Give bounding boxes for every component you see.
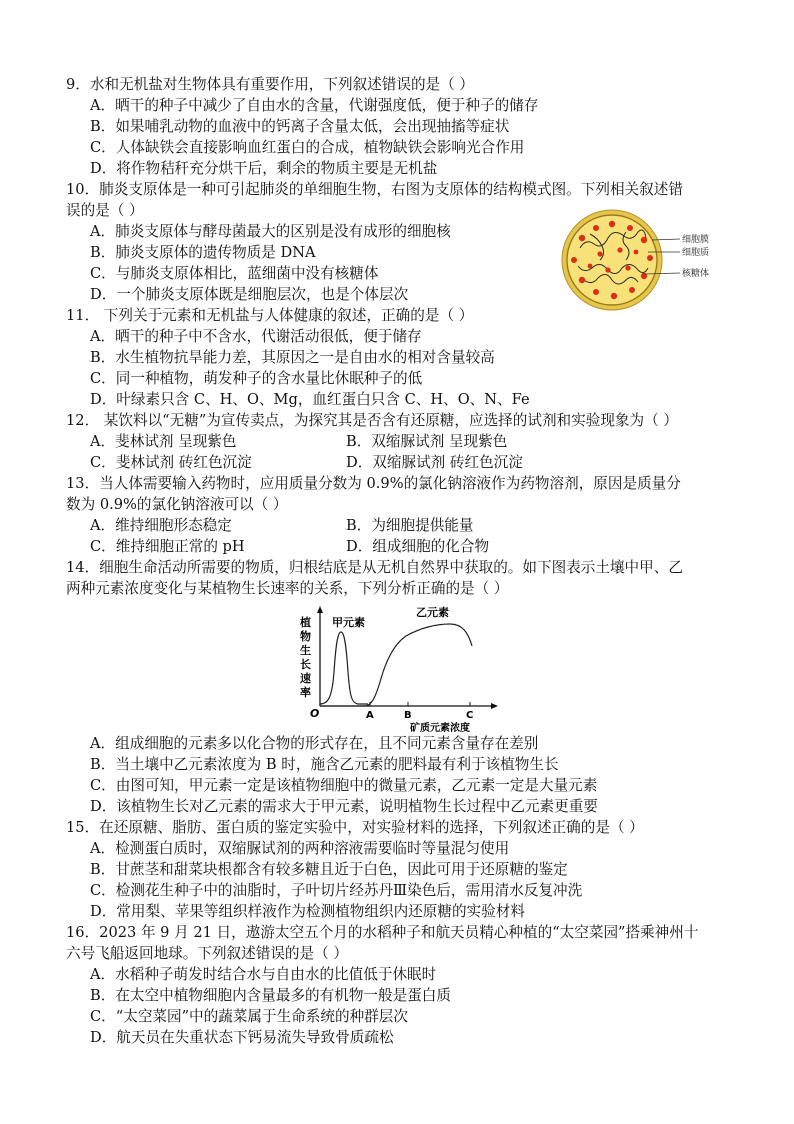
growth-rate-chart <box>294 602 514 734</box>
q13-option-d: D．组成细胞的化合物 <box>346 538 490 555</box>
q10-stem-line1: 10．肺炎支原体是一种可引起肺炎的单细胞生物，右图为支原体的结构模式图。下列相关叙述错 <box>66 181 683 198</box>
label-cytoplasm: 细胞质 <box>682 248 710 258</box>
q9-option-d: D．将作物秸秆充分烘干后，剩余的物质主要是无机盐 <box>90 160 438 177</box>
mycoplasma-figure <box>560 208 720 312</box>
q14-stem-line1: 14．细胞生命活动所需要的物质，归根结底是从无机自然界中获取的。如下图表示土壤中甲、乙 <box>66 559 683 576</box>
q15-stem: 15．在还原糖、脂肪、蛋白质的鉴定实验中，对实验材料的选择，下列叙述正确的是（ ） <box>66 819 644 836</box>
q11-option-c: C．同一种植物，萌发种子的含水量比休眠种子的低 <box>90 370 423 387</box>
q15-option-d: D．常用梨、苹果等组织样液作为检测植物组织内还原糖的实验材料 <box>90 903 525 920</box>
series-jia-label: 甲元素 <box>332 616 365 629</box>
q13-option-b: B．为细胞提供能量 <box>346 517 474 534</box>
y-axis-arrow <box>317 606 323 613</box>
q11-stem: 11． 下列关于元素和无机盐与人体健康的叙述，正确的是（ ） <box>66 307 474 324</box>
q14-option-c: C．由图可知，甲元素一定是该植物细胞中的微量元素，乙元素一定是大量元素 <box>90 777 598 794</box>
q9-option-b: B．如果哺乳动物的血液中的钙离子含量太低，会出现抽搐等症状 <box>90 118 510 135</box>
q15-option-a: A．检测蛋白质时，双缩脲试剂的两种溶液需要临时等量混匀使用 <box>90 840 510 857</box>
q16-option-c: C．“太空菜园”中的蔬菜属于生命系统的种群层次 <box>90 1008 408 1025</box>
q16-stem-line2: 六号飞船返回地球。下列叙述错误的是（ ） <box>66 945 348 962</box>
y-axis-label-c2: 生 <box>300 644 311 657</box>
q13-stem-line2: 数为 0.9%的氯化钠溶液可以（ ） <box>66 496 288 513</box>
q14-stem-line2: 两种元素浓度变化与某植物生长速率的关系，下列分析正确的是（ ） <box>66 580 509 597</box>
q14-option-d: D．该植物生长对乙元素的需求大于甲元素，说明植物生长过程中乙元素更重要 <box>90 798 598 815</box>
q12-option-c: C．斐林试剂 砖红色沉淀 <box>90 454 252 471</box>
q12-option-a: A．斐林试剂 呈现紫色 <box>90 433 237 450</box>
q9-option-a: A．晒干的种子中减少了自由水的含量，代谢强度低，便于种子的储存 <box>90 97 539 114</box>
series-yi-curve <box>320 624 472 706</box>
q11-option-b: B．水生植物抗旱能力差，其原因之一是自由水的相对含量较高 <box>90 349 495 366</box>
q12-option-b: B．双缩脲试剂 呈现紫色 <box>346 433 508 450</box>
q15-option-c: C．检测花生种子中的油脂时，子叶切片经苏丹Ⅲ染色后，需用清水反复冲洗 <box>90 882 583 899</box>
q13-option-a: A．维持细胞形态稳定 <box>90 517 232 534</box>
y-axis-label-c3: 长 <box>300 658 311 671</box>
q12-option-d: D．双缩脲试剂 砖红色沉淀 <box>346 454 523 471</box>
x-axis-arrow <box>491 703 498 709</box>
q14-option-b: B．当土壤中乙元素浓度为 B 时，施含乙元素的肥料最有利于该植物生长 <box>90 756 559 773</box>
q11-option-d: D．叶绿素只含 C、H、O、Mg，血红蛋白只含 C、H、O、N、Fe <box>90 391 530 408</box>
tick-label-c: C <box>466 710 474 721</box>
q13-option-c: C．维持细胞正常的 pH <box>90 538 245 555</box>
tick-label-b: B <box>404 710 412 721</box>
q14-option-a: A．组成细胞的元素多以化合物的形式存在，且不同元素含量存在差别 <box>90 735 539 752</box>
q15-option-b: B．甘蔗茎和甜菜块根都含有较多糖且近于白色，因此可用于还原糖的鉴定 <box>90 861 568 878</box>
q13-stem-line1: 13．当人体需要输入药物时，应用质量分数为 0.9%的氯化钠溶液作为药物溶剂，原因是质量分 <box>66 475 681 492</box>
q16-stem-line1: 16．2023 年 9 月 21 日，遨游太空五个月的水稻种子和航天员精心种植的“太空菜园”搭乘神州十 <box>66 924 699 941</box>
q10-option-a: A．肺炎支原体与酵母菌最大的区别是没有成形的细胞核 <box>90 223 451 240</box>
cell-membrane <box>567 215 657 305</box>
y-axis-label-c0: 植 <box>300 616 311 629</box>
series-yi-label: 乙元素 <box>416 606 449 619</box>
x-axis-label: 矿质元素浓度 <box>410 723 470 734</box>
q10-option-b: B．肺炎支原体的遗传物质是 DNA <box>90 244 316 261</box>
q9-stem: 9．水和无机盐对生物体具有重要作用，下列叙述错误的是（ ） <box>66 76 474 93</box>
y-axis-label-c1: 物 <box>300 630 311 643</box>
q10-option-c: C．与肺炎支原体相比，蓝细菌中没有核糖体 <box>90 265 379 282</box>
q16-option-d: D．航天员在失重状态下钙易流失导致骨质疏松 <box>90 1029 394 1046</box>
label-ribosome: 核糖体 <box>682 269 710 279</box>
label-cell-membrane: 细胞膜 <box>682 235 710 245</box>
y-axis-label-c5: 率 <box>300 686 311 699</box>
q16-option-b: B．在太空中植物细胞内含量最多的有机物一般是蛋白质 <box>90 987 451 1004</box>
q12-stem: 12． 某饮料以“无糖”为宣传卖点，为探究其是否含有还原糖，应选择的试剂和实验现象为（ ） <box>66 412 678 429</box>
origin-label: O <box>310 707 320 720</box>
series-jia-curve <box>320 632 368 704</box>
q11-option-a: A．晒干的种子中不含水，代谢活动很低，便于储存 <box>90 328 422 345</box>
q10-stem-line2: 误的是（ ） <box>66 202 144 219</box>
tick-label-a: A <box>366 710 374 721</box>
y-axis-label-c4: 速 <box>300 672 311 685</box>
q10-option-d: D．一个肺炎支原体既是细胞层次，也是个体层次 <box>90 286 409 303</box>
q9-option-c: C．人体缺铁会直接影响血红蛋白的合成，植物缺铁会影响光合作用 <box>90 139 525 156</box>
q16-option-a: A．水稻种子萌发时结合水与自由水的比值低于休眠时 <box>90 966 437 983</box>
